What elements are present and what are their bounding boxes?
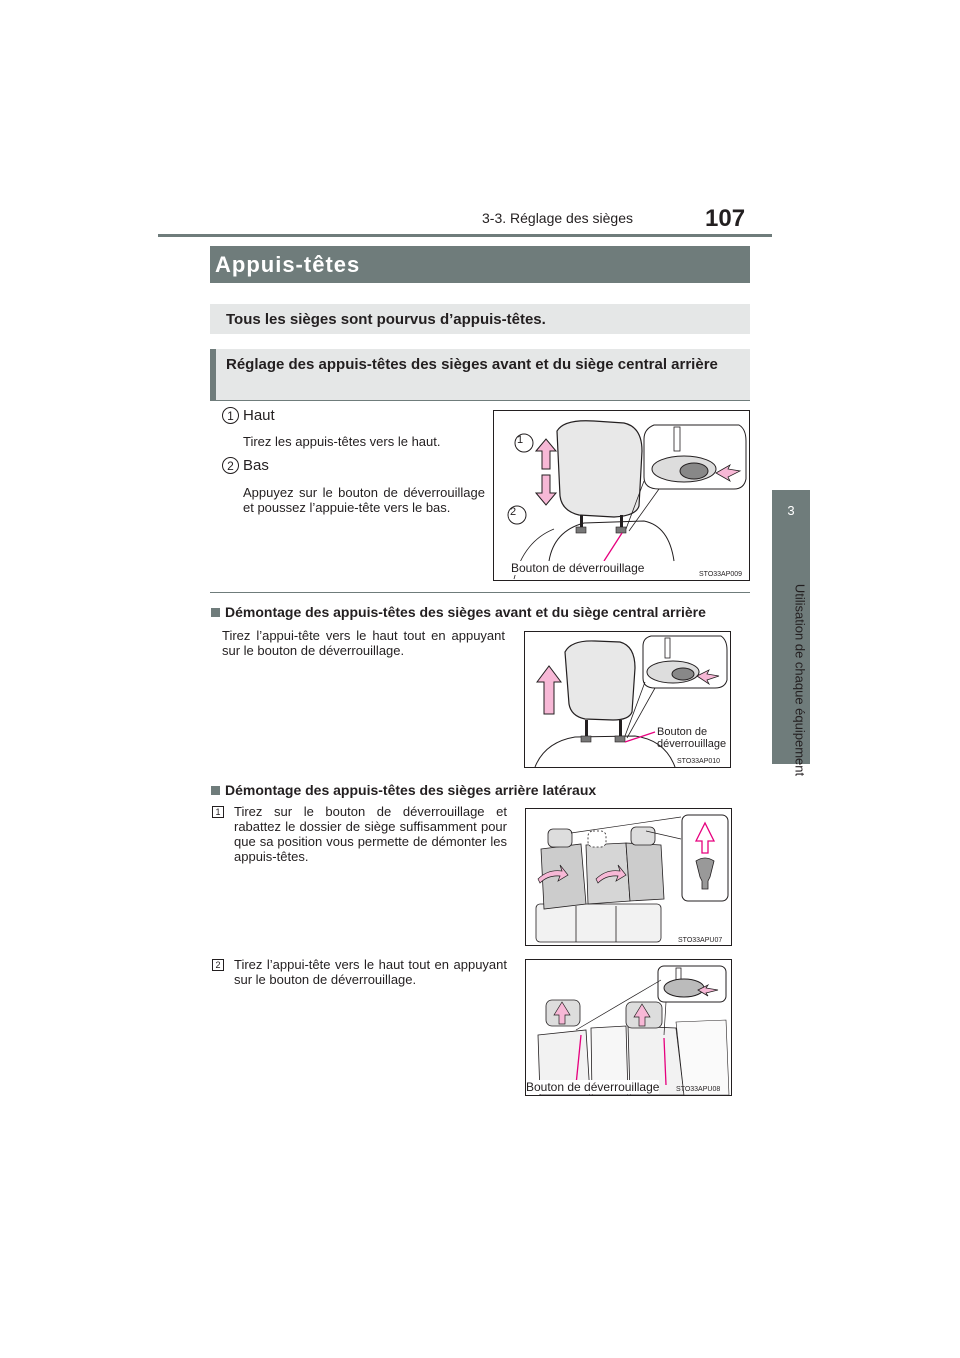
release-button-callout: Bouton de déverrouillage (511, 561, 645, 575)
chapter-tab-label: Utilisation de chaque équipement (792, 583, 808, 777)
headrest-remove-front-figure (524, 631, 731, 768)
callout-line-1: Bouton de (657, 726, 708, 738)
figure-code: STO33APU07 (678, 937, 723, 944)
figure-code: STO33APU08 (676, 1086, 721, 1093)
callout-line-2: déverrouillage (657, 738, 727, 750)
rear-step-2-marker: 2 (212, 959, 224, 971)
rear-headrest-remove-figure (525, 959, 732, 1096)
rear-step-2-text: Tirez l’appui-tête vers le haut tout en appuyant sur le bouton de déverrouillage. (234, 957, 507, 987)
header-rule (158, 234, 772, 237)
remove-front-text: Tirez l’appui-tête vers le haut tout en appuyant sur le bouton de déverrouillage. (222, 628, 505, 658)
section-rule (210, 592, 750, 593)
step-2-label: Bas (243, 457, 269, 474)
rear-headrest-remove-illustration (526, 960, 731, 1095)
rear-step-1-marker: 1 (212, 806, 224, 818)
release-button-callout-3: Bouton de déverrouillage (526, 1080, 660, 1094)
rear-step-1-text: Tirez sur le bouton de déverrouillage et rabattez le dossier de siège suffisamment pour que sa position vous permette de démonter les appuis-têtes. (234, 804, 507, 864)
step-2-text: Appuyez sur le bouton de déverrouillage et poussez l’appuie-tête vers le bas. (243, 485, 485, 515)
remove-front-heading-text: Démontage des appuis-têtes des sièges avant et du siège central arrière (225, 604, 706, 620)
step-1-text: Tirez les appuis-têtes vers le haut. (243, 434, 441, 449)
adjust-heading (210, 349, 750, 401)
figure-code: STO33AP009 (699, 571, 743, 578)
rear-seat-fold-figure (525, 808, 732, 946)
figure-mark-1: 1 (517, 434, 524, 446)
remove-front-heading (211, 604, 706, 620)
intro-text: Tous les sièges sont pourvus d’appuis-têtes. (226, 310, 546, 328)
chapter-tab-number: 3 (772, 490, 810, 530)
section-title: 3-3. Réglage des sièges (482, 210, 633, 226)
release-button-callout-2 (657, 726, 726, 750)
intro-box (210, 304, 750, 334)
step-1-marker: 1 (222, 407, 239, 424)
page-title (210, 246, 750, 283)
headrest-adjust-illustration (494, 411, 749, 580)
figure-mark-2: 2 (510, 506, 517, 518)
page-title-text: Appuis-têtes (215, 251, 361, 277)
remove-rear-heading-text: Démontage des appuis-têtes des sièges arrière latéraux (225, 782, 597, 798)
adjust-heading-text: Réglage des appuis-têtes des sièges avant et du siège central arrière (226, 356, 718, 373)
step-2-marker: 2 (222, 457, 239, 474)
step-1-label: Haut (243, 407, 275, 424)
page-number: 107 (705, 205, 746, 232)
figure-code: STO33AP010 (677, 758, 721, 765)
headrest-adjust-figure (493, 410, 750, 581)
remove-rear-heading (211, 782, 596, 798)
rear-seat-fold-illustration (526, 809, 731, 945)
